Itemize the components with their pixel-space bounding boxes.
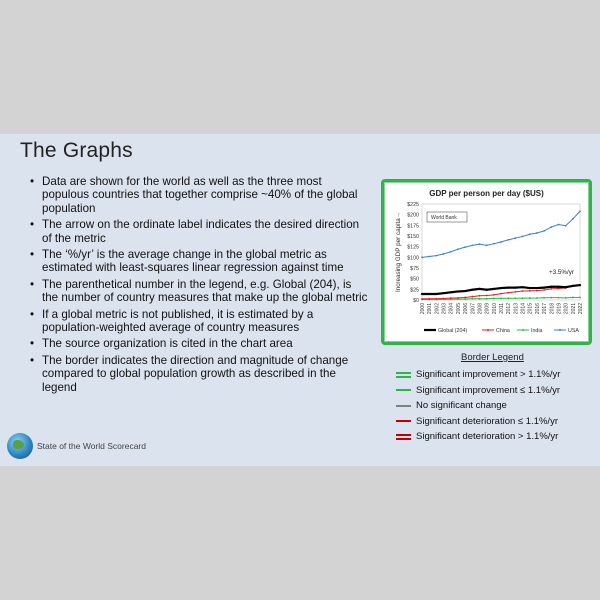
border-legend-item xyxy=(396,414,560,430)
legend-label: Global (204) xyxy=(438,328,468,334)
slide xyxy=(0,134,600,466)
chart-title: GDP per person per day ($US) xyxy=(429,189,544,198)
data-point xyxy=(522,290,524,292)
data-point xyxy=(486,295,488,297)
x-tick-label: 2011 xyxy=(499,303,505,314)
x-tick-label: 2018 xyxy=(549,303,556,315)
data-point xyxy=(565,225,567,227)
data-point xyxy=(435,293,437,295)
x-tick-label: 2010 xyxy=(491,303,498,315)
border-legend-item xyxy=(396,398,560,414)
bullet-item: • Data are shown for the world as well as the three most populous countries that together comprise ~40% of the global population xyxy=(28,175,368,215)
data-point xyxy=(493,243,495,245)
data-point xyxy=(500,241,502,243)
data-point xyxy=(550,288,552,290)
gdp-line-chart xyxy=(384,182,589,342)
x-tick-label: 2007 xyxy=(470,303,477,315)
data-point xyxy=(450,251,452,253)
data-point xyxy=(479,298,481,300)
data-point xyxy=(443,298,445,300)
data-point xyxy=(443,253,445,255)
y-tick-label: $50 xyxy=(410,276,419,283)
data-point xyxy=(428,293,430,295)
data-point xyxy=(558,297,560,299)
bullet-list xyxy=(28,175,368,397)
bullet-item: • The border indicates the direction and magnitude of change compared to global population growth as described in the legend xyxy=(28,354,368,394)
x-tick-label: 2001 xyxy=(427,303,434,315)
data-point xyxy=(565,297,567,299)
x-tick-label: 2017 xyxy=(542,303,549,315)
data-point xyxy=(493,288,495,290)
legend-label: China xyxy=(496,328,510,334)
legend-marker xyxy=(429,329,431,331)
data-point xyxy=(572,297,574,299)
bullet-item: • The arrow on the ordinate label indicates the desired direction of the metric xyxy=(28,218,368,245)
x-tick-label: 2019 xyxy=(556,303,563,315)
x-tick-label: 2008 xyxy=(477,303,484,315)
data-point xyxy=(536,232,538,234)
x-tick-label: 2013 xyxy=(513,303,520,315)
y-tick-label: $225 xyxy=(407,202,419,208)
trend-annotation: +3.5%/yr xyxy=(548,269,574,276)
x-tick-label: 2012 xyxy=(506,303,513,315)
border-legend-label: Significant improvement ≤ 1.1%/yr xyxy=(416,384,561,396)
data-point xyxy=(579,210,581,212)
data-point xyxy=(514,297,516,299)
data-point xyxy=(507,297,509,299)
data-point xyxy=(471,296,473,298)
data-point xyxy=(478,288,480,290)
data-point xyxy=(550,297,552,299)
data-point xyxy=(486,244,488,246)
data-point xyxy=(579,296,581,298)
x-tick-label: 2016 xyxy=(534,303,541,315)
chart-panel xyxy=(381,179,592,345)
x-tick-label: 2000 xyxy=(420,303,426,315)
data-point xyxy=(521,286,523,288)
data-point xyxy=(457,297,459,299)
data-point xyxy=(543,230,545,232)
x-tick-label: 2002 xyxy=(434,303,441,315)
data-point xyxy=(550,286,552,288)
data-point xyxy=(428,298,430,300)
data-point xyxy=(565,286,567,288)
x-tick-label: 2009 xyxy=(484,303,491,315)
legend-swatch xyxy=(396,372,411,378)
border-legend-label: No significant change xyxy=(416,400,507,412)
x-tick-label: 2015 xyxy=(527,303,534,315)
data-point xyxy=(579,284,581,286)
data-point xyxy=(471,244,473,246)
x-tick-label: 2020 xyxy=(563,303,570,315)
border-legend-item xyxy=(396,367,560,383)
data-point xyxy=(442,292,444,294)
globe-icon xyxy=(7,433,33,459)
data-point xyxy=(486,289,488,291)
data-point xyxy=(536,297,538,299)
data-point xyxy=(479,243,481,245)
y-tick-label: $125 xyxy=(407,244,419,251)
y-tick-label: $0 xyxy=(413,298,419,304)
data-point xyxy=(529,233,531,235)
data-point xyxy=(514,237,516,239)
border-legend-label: Significant deterioration ≤ 1.1%/yr xyxy=(416,415,558,427)
data-point xyxy=(428,256,430,258)
legend-marker xyxy=(487,329,489,331)
footer xyxy=(7,433,146,459)
data-point xyxy=(543,289,545,291)
data-point xyxy=(522,297,524,299)
data-point xyxy=(421,298,423,300)
legend-swatch xyxy=(396,387,411,393)
data-point xyxy=(435,298,437,300)
legend-label: India xyxy=(531,328,543,334)
data-point xyxy=(507,239,509,241)
legend-swatch xyxy=(396,403,411,409)
data-point xyxy=(493,294,495,296)
data-point xyxy=(464,297,466,299)
data-point xyxy=(557,286,559,288)
legend-swatch xyxy=(396,434,411,440)
border-legend-item xyxy=(396,429,560,445)
x-tick-label: 2005 xyxy=(455,303,462,315)
y-tick-label: $200 xyxy=(407,212,419,219)
data-point xyxy=(572,218,574,220)
data-point xyxy=(500,287,502,289)
data-point xyxy=(514,291,516,293)
legend-marker xyxy=(522,329,524,331)
data-point xyxy=(479,295,481,297)
border-legend-title: Border Legend xyxy=(461,352,524,363)
x-tick-label: 2022 xyxy=(578,303,584,315)
data-point xyxy=(464,290,466,292)
data-point xyxy=(493,298,495,300)
legend-marker xyxy=(559,329,561,331)
data-point xyxy=(536,290,538,292)
data-point xyxy=(522,236,524,238)
source-label: World Bank xyxy=(431,215,457,221)
data-point xyxy=(421,293,423,295)
y-tick-label: $100 xyxy=(407,255,419,262)
data-point xyxy=(529,287,531,289)
legend-swatch xyxy=(396,418,411,424)
data-point xyxy=(450,297,452,299)
data-point xyxy=(543,297,545,299)
data-point xyxy=(572,285,574,287)
legend-label: USA xyxy=(568,328,579,334)
slide-title: The Graphs xyxy=(20,139,133,162)
y-tick-label: $150 xyxy=(407,234,419,240)
y-tick-label: $175 xyxy=(407,223,419,230)
data-point xyxy=(500,293,502,295)
data-point xyxy=(529,290,531,292)
footer-text: State of the World Scorecard xyxy=(37,441,146,451)
data-point xyxy=(529,297,531,299)
data-point xyxy=(435,255,437,257)
data-point xyxy=(543,287,545,289)
bullet-item: • If a global metric is not published, it is estimated by a population-weighted average of country measures xyxy=(28,308,368,335)
y-tick-label: $25 xyxy=(410,287,419,294)
bullet-item: • The ‘%/yr’ is the average change in the global metric as estimated with least-squares linear regression against time xyxy=(28,248,368,275)
data-point xyxy=(536,287,538,289)
x-tick-label: 2014 xyxy=(520,303,527,315)
data-point xyxy=(558,224,560,226)
data-point xyxy=(421,256,423,258)
border-legend xyxy=(396,367,560,445)
data-point xyxy=(486,298,488,300)
data-point xyxy=(514,287,516,289)
data-point xyxy=(471,298,473,300)
x-tick-label: 2004 xyxy=(448,303,455,315)
data-point xyxy=(507,287,509,289)
y-tick-label: $75 xyxy=(410,266,419,272)
bullet-item: • The source organization is cited in the chart area xyxy=(28,337,368,350)
data-point xyxy=(550,226,552,228)
y-axis-label: Increasing GDP per capita→ xyxy=(395,211,402,293)
bullet-item: • The parenthetical number in the legend, e.g. Global (204), is the number of country measures that make up the global metric xyxy=(28,278,368,305)
data-point xyxy=(450,291,452,293)
x-tick-label: 2021 xyxy=(570,303,577,315)
data-point xyxy=(464,298,466,300)
data-point xyxy=(457,248,459,250)
border-legend-label: Significant deterioration > 1.1%/yr xyxy=(416,431,559,443)
data-point xyxy=(471,289,473,291)
border-legend-label: Significant improvement > 1.1%/yr xyxy=(416,369,561,381)
x-tick-label: 2003 xyxy=(441,303,448,315)
data-point xyxy=(500,297,502,299)
data-point xyxy=(507,292,509,294)
x-tick-label: 2006 xyxy=(463,303,470,315)
series-line-0 xyxy=(422,285,580,294)
data-point xyxy=(464,246,466,248)
data-point xyxy=(457,290,459,292)
border-legend-item xyxy=(396,383,560,399)
